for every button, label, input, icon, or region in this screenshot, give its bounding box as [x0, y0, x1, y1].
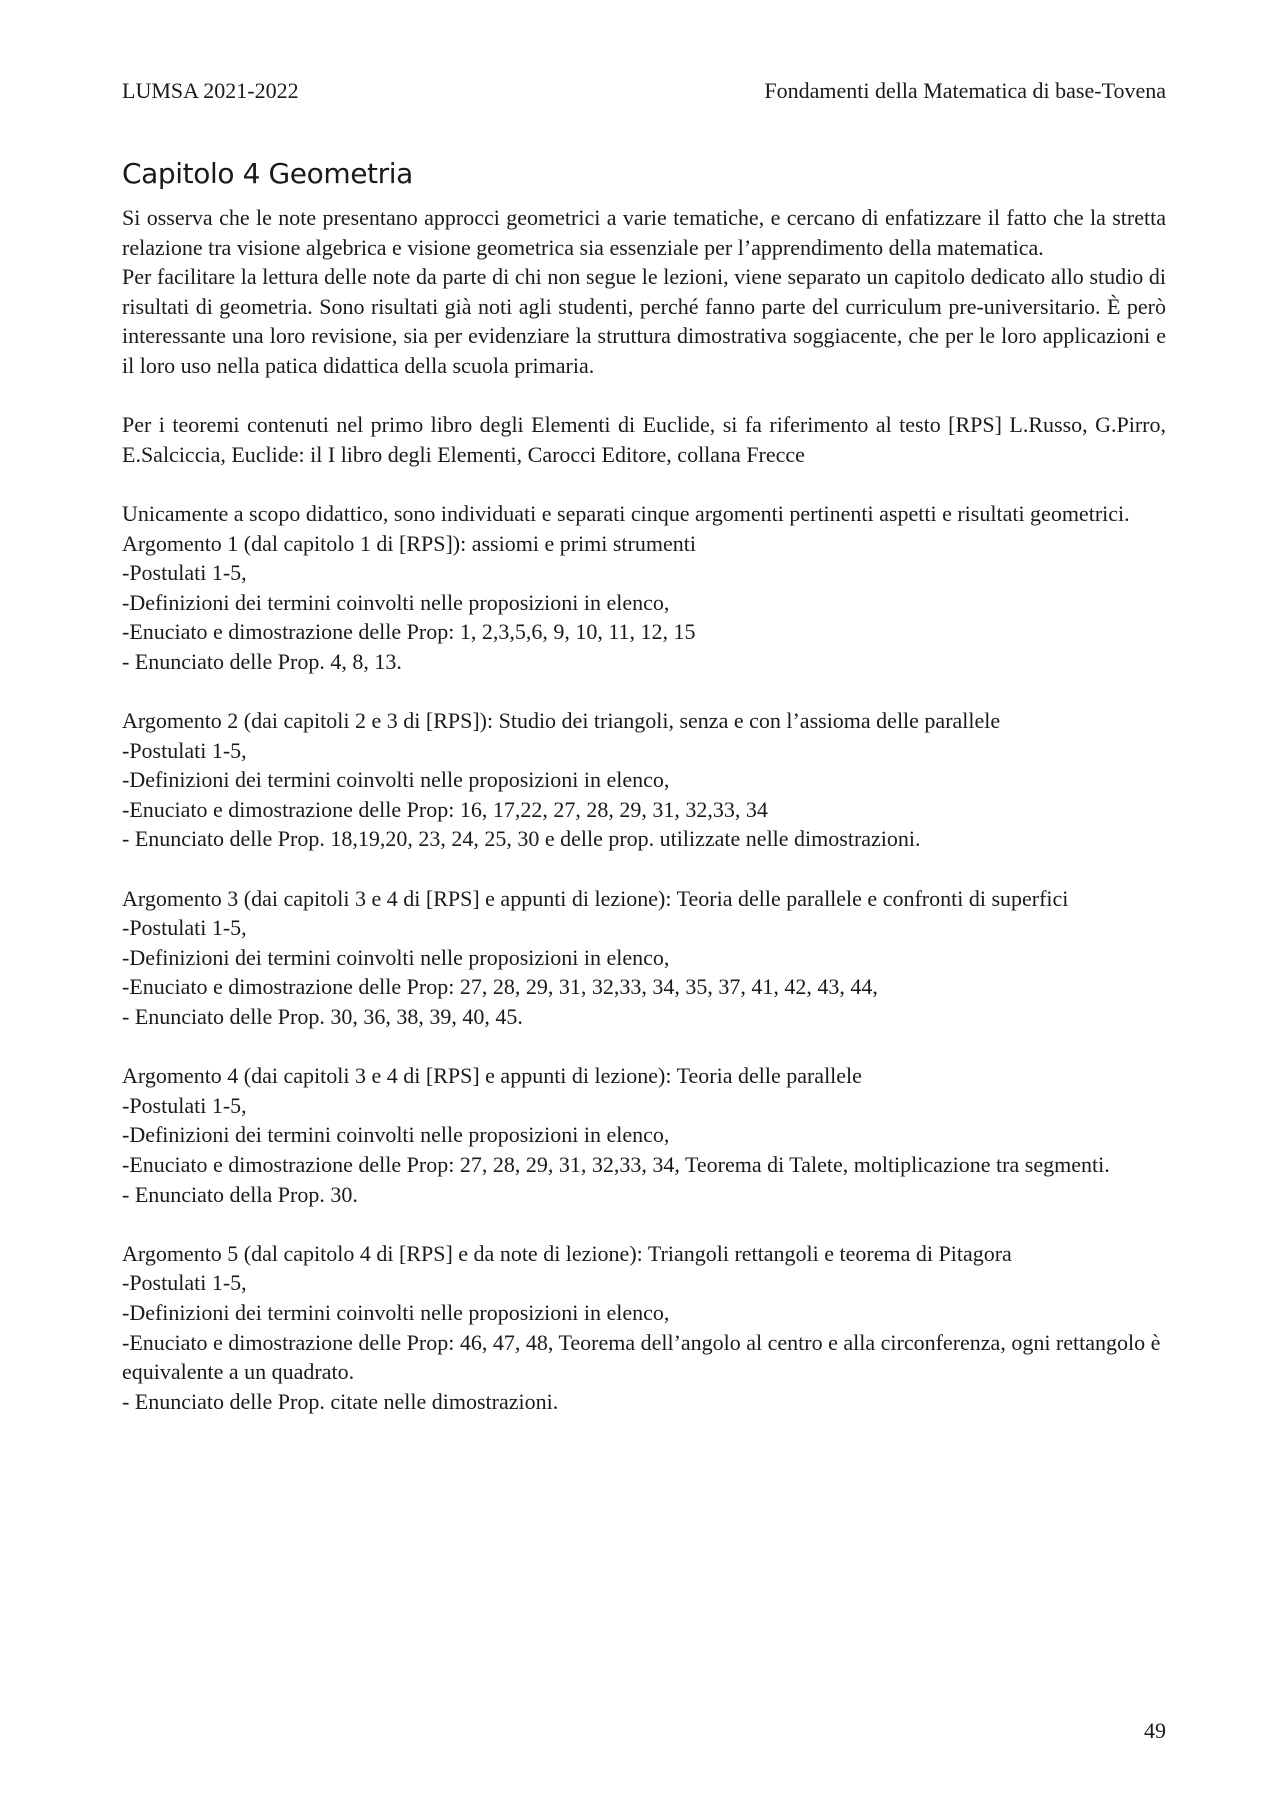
argomento-5	[122, 1239, 1166, 1417]
argomento-line: -Postulati 1-5,	[122, 1092, 247, 1118]
argomento-heading: Argomento 1 (dal capitolo 1 di [RPS]): assiomi e primi strumenti	[122, 530, 696, 556]
argomento-line: -Enuciato e dimostrazione delle Prop: 16, 17,22, 27, 28, 29, 31, 32,33, 34	[122, 796, 768, 822]
argomento-line: -Definizioni dei termini coinvolti nelle proposizioni in elenco,	[122, 767, 670, 793]
argomento-2	[122, 706, 1166, 854]
argomento-3	[122, 884, 1166, 1032]
argomento-4	[122, 1061, 1166, 1209]
argomento-heading: Argomento 4 (dai capitoli 3 e 4 di [RPS] e appunti di lezione): Teoria delle parallele	[122, 1063, 862, 1089]
argomento-line: -Enuciato e dimostrazione delle Prop: 1, 2,3,5,6, 9, 10, 11, 12, 15	[122, 619, 696, 645]
argomento-heading: Argomento 3 (dai capitoli 3 e 4 di [RPS] e appunti di lezione): Teoria delle parallele e confronti di superfici	[122, 885, 1069, 911]
intro-paragraph-3: Per i teoremi contenuti nel primo libro degli Elementi di Euclide, si fa riferimento al testo [RPS] L.Russo, G.Pirro, E.Salciccia, Euclide: il I libro degli Elementi, Carocci Editore, collana Frecce	[122, 412, 1166, 467]
argomento-line: - Enunciato delle Prop. 18,19,20, 23, 24, 25, 30 e delle prop. utilizzate nelle dimostrazioni.	[122, 826, 921, 852]
argomento-line: -Postulati 1-5,	[122, 915, 247, 941]
chapter-body	[122, 203, 1166, 1416]
argomento-heading: Argomento 5 (dal capitolo 4 di [RPS] e da note di lezione): Triangoli rettangoli e teorema di Pitagora	[122, 1240, 1012, 1266]
argomento-line: -Definizioni dei termini coinvolti nelle proposizioni in elenco,	[122, 944, 670, 970]
argomento-1	[122, 529, 1166, 677]
chapter-title: Capitolo 4 Geometria	[122, 157, 413, 190]
header-document-title: Fondamenti della Matematica di base-Tovena	[764, 78, 1166, 103]
running-header	[122, 76, 1166, 106]
argomento-line: -Postulati 1-5,	[122, 737, 247, 763]
intro-paragraph-4: Unicamente a scopo didattico, sono individuati e separati cinque argomenti pertinenti aspetti e risultati geometrici.	[122, 500, 1130, 526]
argomento-line: -Enuciato e dimostrazione delle Prop: 27, 28, 29, 31, 32,33, 34, Teorema di Talete, moltiplicazione tra segmenti.	[122, 1152, 1110, 1177]
argomento-heading: Argomento 2 (dai capitoli 2 e 3 di [RPS]): Studio dei triangoli, senza e con l’assioma delle parallele	[122, 708, 1001, 734]
intro-paragraph-2: Per facilitare la lettura delle note da parte di chi non segue le lezioni, viene separato un capitolo dedicato allo studio di risultati di geometria. Sono risultati già noti agli studenti, perché fanno parte del curriculum pre-universitario. È però interessante una loro revisione, sia per evidenziare la struttura dimostrativa soggiacente, che per le loro applicazioni e il loro uso nella patica didattica della scuola primaria.	[122, 264, 1166, 378]
argomento-line: - Enunciato delle Prop. citate nelle dimostrazioni.	[122, 1388, 559, 1414]
argomento-line: -Definizioni dei termini coinvolti nelle proposizioni in elenco,	[122, 1299, 670, 1325]
argomento-line: -Postulati 1-5,	[122, 560, 247, 586]
intro-paragraph-1: Si osserva che le note presentano approcci geometrici a varie tematiche, e cercano di enfatizzare il fatto che la stretta relazione tra visione algebrica e visione geometrica sia essenziale per l’apprendimento della matematica.	[122, 205, 1166, 260]
argomento-line: - Enunciato della Prop. 30.	[122, 1181, 358, 1207]
page-number: 49	[1144, 1718, 1166, 1743]
argomento-line: - Enunciato delle Prop. 4, 8, 13.	[122, 648, 402, 674]
argomento-line: -Enuciato e dimostrazione delle Prop: 27, 28, 29, 31, 32,33, 34, 35, 37, 41, 42, 43, 44,	[122, 974, 878, 1000]
argomento-line: -Postulati 1-5,	[122, 1270, 247, 1296]
argomento-line: -Definizioni dei termini coinvolti nelle proposizioni in elenco,	[122, 589, 670, 615]
argomento-line: -Definizioni dei termini coinvolti nelle proposizioni in elenco,	[122, 1122, 670, 1148]
argomento-line: - Enunciato delle Prop. 30, 36, 38, 39, 40, 45.	[122, 1004, 523, 1030]
header-course: LUMSA 2021-2022	[122, 78, 299, 103]
argomento-line: -Enuciato e dimostrazione delle Prop: 46, 47, 48, Teorema dell’angolo al centro e alla circonferenza, ogni rettangolo è equivalente a un quadrato.	[122, 1329, 1161, 1385]
